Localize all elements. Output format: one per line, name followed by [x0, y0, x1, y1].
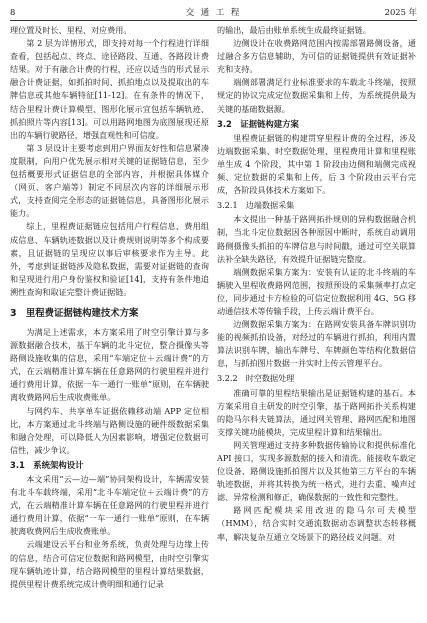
page-number: 8	[10, 7, 16, 17]
section-heading: 3 里程费证据链构建技术方案	[10, 307, 139, 319]
paragraph: 理位置及时长、里程、对应费用。	[10, 25, 132, 35]
paragraph: 与网约车、共享单车证据依赖移动端 APP 定位相比，本方案通过北斗终端与路侧设施的硬件级数据采集和融合处理，可以降低人为因素影响，增强定位数据可信性，减少争议。	[10, 405, 209, 455]
paragraph: 端侧数据采集方案为：安装有认证的北斗终端的车辆驶入里程收费路网范围，按照预设的采集频率打点定位，同步通过卡方检验的可信定位数据利用 4G、5G 移动通信技术等传输手段，上传云端计费平台。	[217, 266, 416, 316]
paragraph: 路网匹配模块采用改进的隐马尔可夫模型（HMM），结合实时交通流数据动态调整状态转移概率，解决复杂互通立交场景下的路径歧义问题。对	[217, 505, 416, 542]
paragraph: 网关管理通过支持多种数据传输协议和提供标准化 API 接口，实现多源数据的接入和清洗。能接收车载定位设备、路侧设施抓拍图片以及其他第三方平台的车辆轨迹数据，并将其转换为统一格式，进行去重、噪声过滤、异常检测和修正，确保数据的一致性和完整性。	[217, 439, 416, 503]
paragraph: 为满足上述需求，本方案采用了时空引擎计算与多源数据融合技术，基于车辆的北斗定位，整合摄像头等路侧设施收集的信息，采用“车端定位＋云端计费”的方式，在云端精准计算车辆在任意路网的行驶里程并进行通行费用计算，依据一车一通行一账单”原则，在车辆驶离收费路网后生成收费账单。	[10, 326, 209, 403]
paragraph: 的输出，最后由账单系统生成最终证据链。	[217, 25, 371, 35]
issue-year: 2025 年	[384, 7, 417, 17]
subsubsection-heading: 3.2.2 时空数据处理	[217, 373, 295, 384]
paragraph: 第 3 层设计主要考虑到用户界面友好性和信息紧凑度限制，向用户优先展示相对关键的证据链信息，至少包括概要形式证据信息的全部内容，并根据具体媒介（网页、客户端等）制定不同层次内容的详细展示形式，支持查阅完全形态的证据链信息，具备图形化展示能力。	[10, 142, 209, 219]
subsection-heading: 3.2 证据链构建方案	[217, 118, 299, 129]
paragraph: 边侧设计在收费路网范围内按需部署路侧设备，通过融合多方信息辅助，为可信的证据链提供有效证据补充和支持。	[217, 38, 416, 75]
paragraph: 本文采用“云—边—端”协同架构设计，车辆需安装有北斗车载终端，采用“北斗车端定位＋云端计费”的方式，在云端精准计算车辆在任意路网的行驶里程并进行通行费用计算，依据“一车一通行一账单”原则，在车辆驶离收费网后生成收费账单。	[10, 474, 209, 537]
header-rule	[10, 20, 417, 21]
right-column	[217, 24, 416, 544]
paragraph: 云端建设云平台和业务系统，负责处理与边缘上传的信息，结合可信定位数据和路网模型，由时空引擎实现车辆轨迹计算，结合路网模型的里程计算结果数据，提供里程计费系统完成计费明细和通行记录	[10, 539, 209, 589]
paragraph: 本文提出一种基于路网拓扑规则的异构数据融合机制，当北斗定位数据因各种原因中断时，系统自动调用路侧摄像头抓拍的车牌信息与时间戳，通过可空关联算法补全缺失路径，有效提升证据链完整度。	[217, 214, 416, 264]
subsection-heading: 3.1 系统架构设计	[10, 459, 84, 470]
paragraph: 第 2 层为详情形式，即支持对每一个行程进行详细查看，包括起点、终点、途径路段、互通、各路段计费结果。对于有融合计费的行程，还应以适当的形式显示融合计费证据，如抓拍时间、抓拍地点以及提取出的车牌信息或其他车辆特征[11-12]。在有条件的情况下，结合里程计费计算模型、图形化展示宜包括车辆轨迹、抓拍照片等内容[13]。可以用路网地图为底图展现还原出的车辆行驶路径，增强直观性和可信度。	[10, 38, 209, 140]
journal-name: 交 通 工 程	[185, 7, 242, 17]
subsubsection-heading: 3.2.1 边端数据采集	[217, 200, 295, 211]
paragraph: 综上，里程费证据链应包括用户行程信息、费用组成信息、车辆轨迹数据以及计费规则说明等多个构成要素，且证据链的呈现应以事后审核要求作为主导。此外，考虑到证据链涉及隐私数据，需要对证据链的查询和呈现进行用户身份鉴权和验证[14]，支持有条件地追溯性查询和取证完整计费证据链。	[10, 221, 209, 297]
paragraph: 端侧部署满足行业标准要求的车载北斗终端，按照规定的协议完成定位数据采集和上传，为系统提供最为关键的基础数据源。	[217, 77, 416, 114]
left-column	[10, 24, 209, 591]
page-header	[10, 4, 417, 20]
paragraph: 边侧数据采集方案为：在路网安装具备车牌识别功能的视频抓拍设备，对经过的车辆进行抓拍，利用内置算法识别车牌，输出车牌号、车牌颜色等结构化数据信息，与抓拍图片数据一并实时上传云管理平台。	[217, 319, 416, 369]
paragraph: 里程费证据链的构建贯穿里程计费的全过程，涉及边端数据采集、时空数据处理、里程费用计算和里程账单生成 4 个阶段，其中第 1 阶段由边侧和端侧完成视频、定位数据的采集和上传，后 3 个阶段由云平台完成，各阶段具体技术方案如下。	[217, 132, 416, 196]
paragraph: 准确可靠的里程结果输出是证据链构建的基石。本方案采用自主研发的时空引擎，基于路网拓扑关系构建的隐马尔科夫链算法，通过网关管理、路网匹配和地图支撑关键功能模块，完成里程计算和结果输出。	[217, 387, 416, 437]
